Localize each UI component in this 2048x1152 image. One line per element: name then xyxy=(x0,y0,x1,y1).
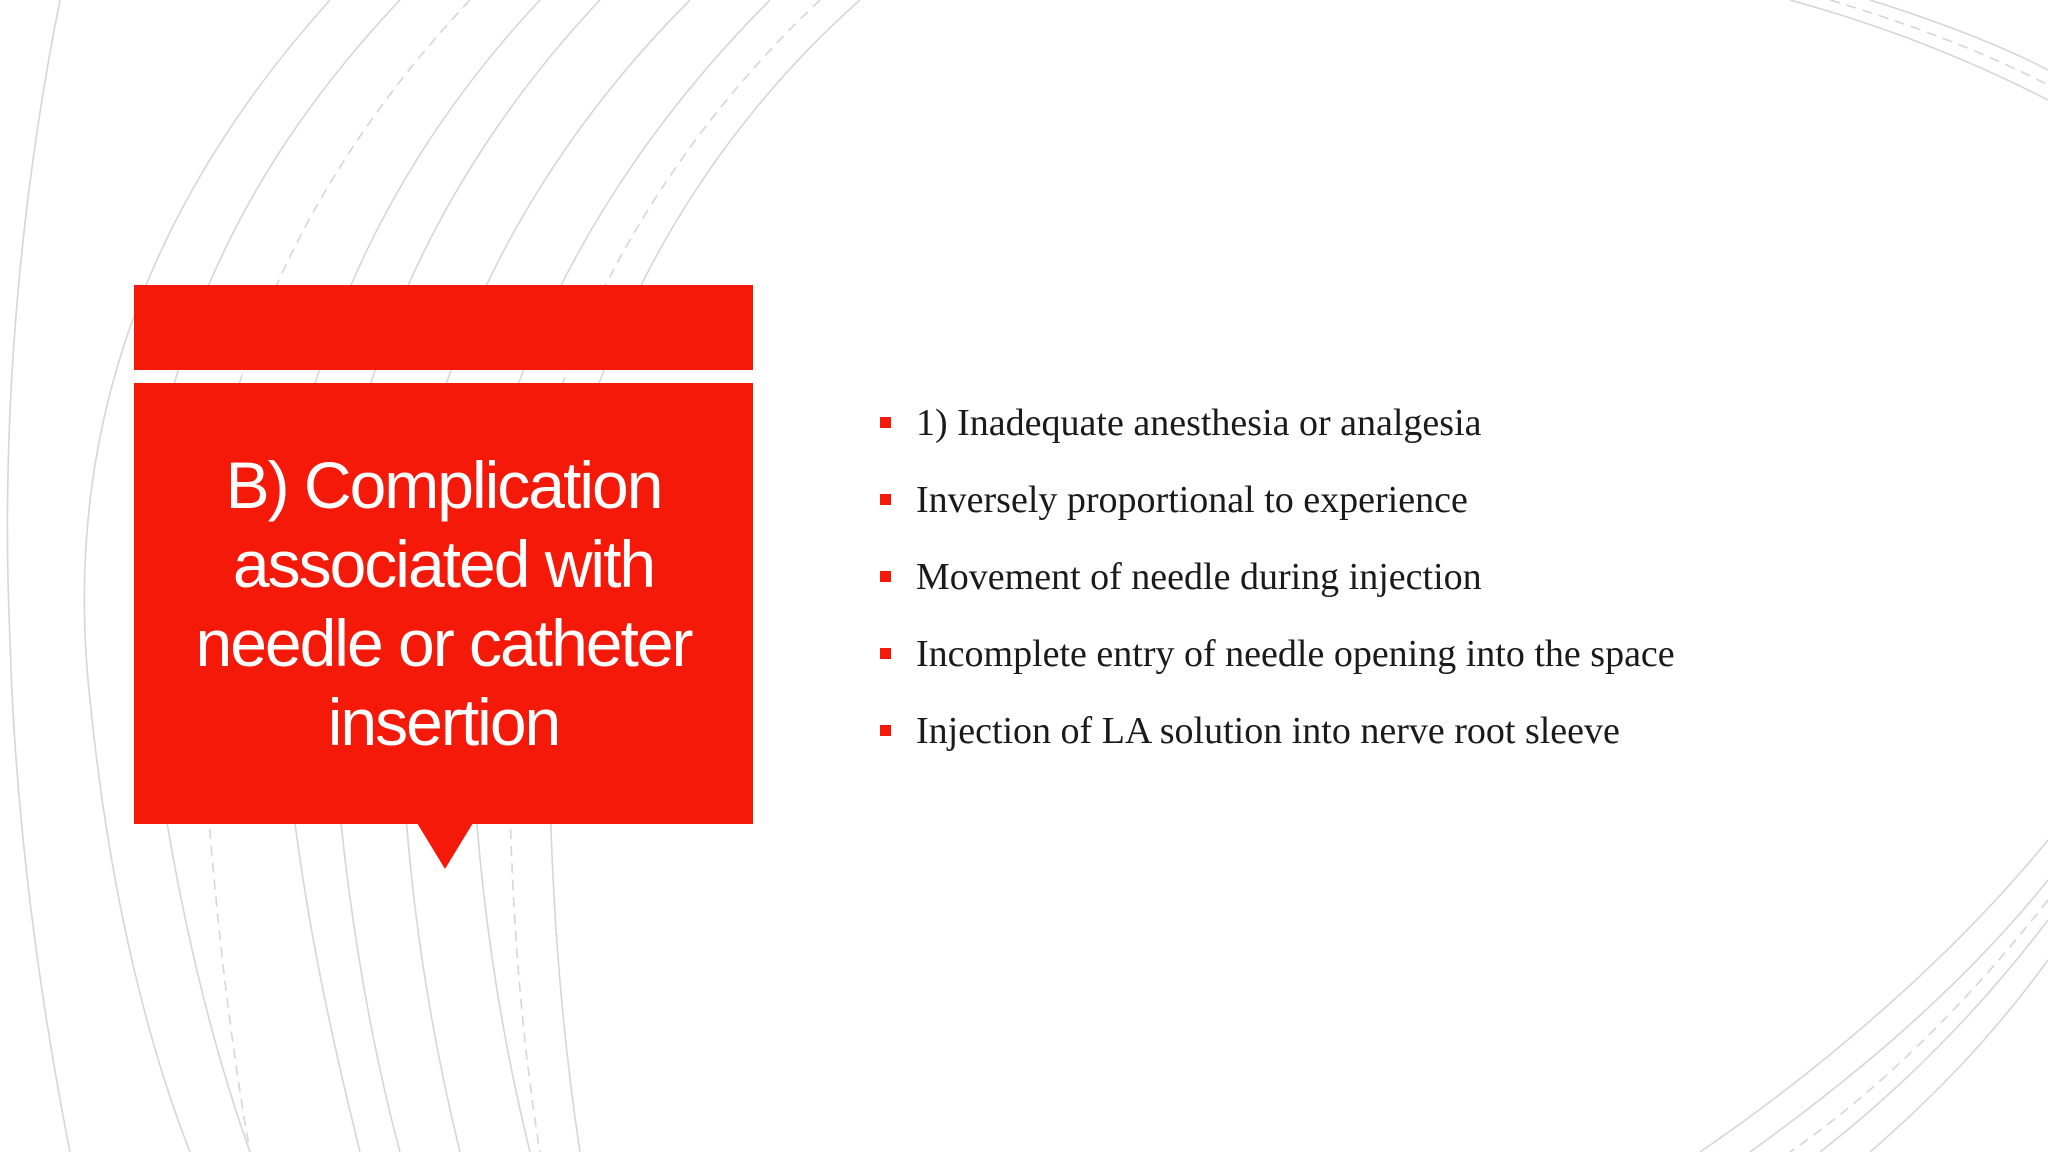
bullet-text: Incomplete entry of needle opening into the space xyxy=(916,633,1675,675)
title-accent-bar xyxy=(134,285,753,370)
bullet-item xyxy=(874,701,1675,778)
square-bullet-icon xyxy=(880,417,891,428)
bullet-item xyxy=(874,624,1675,701)
bullet-text: Inversely proportional to experience xyxy=(916,479,1468,521)
bullet-text: Injection of LA solution into nerve root sleeve xyxy=(916,710,1620,752)
bullet-item xyxy=(874,547,1675,624)
bullet-text: Movement of needle during injection xyxy=(916,556,1482,598)
bullet-item xyxy=(874,470,1675,547)
square-bullet-icon xyxy=(880,648,891,659)
square-bullet-icon xyxy=(880,494,891,505)
square-bullet-icon xyxy=(880,571,891,582)
square-bullet-icon xyxy=(880,725,891,736)
bullet-item xyxy=(874,393,1675,470)
bullet-text: 1) Inadequate anesthesia or analgesia xyxy=(916,402,1482,444)
title-callout xyxy=(134,383,753,824)
slide-title: B) Complication associated with needle or catheter insertion xyxy=(195,447,692,759)
bullet-list xyxy=(874,393,1675,778)
callout-pointer xyxy=(417,823,473,869)
